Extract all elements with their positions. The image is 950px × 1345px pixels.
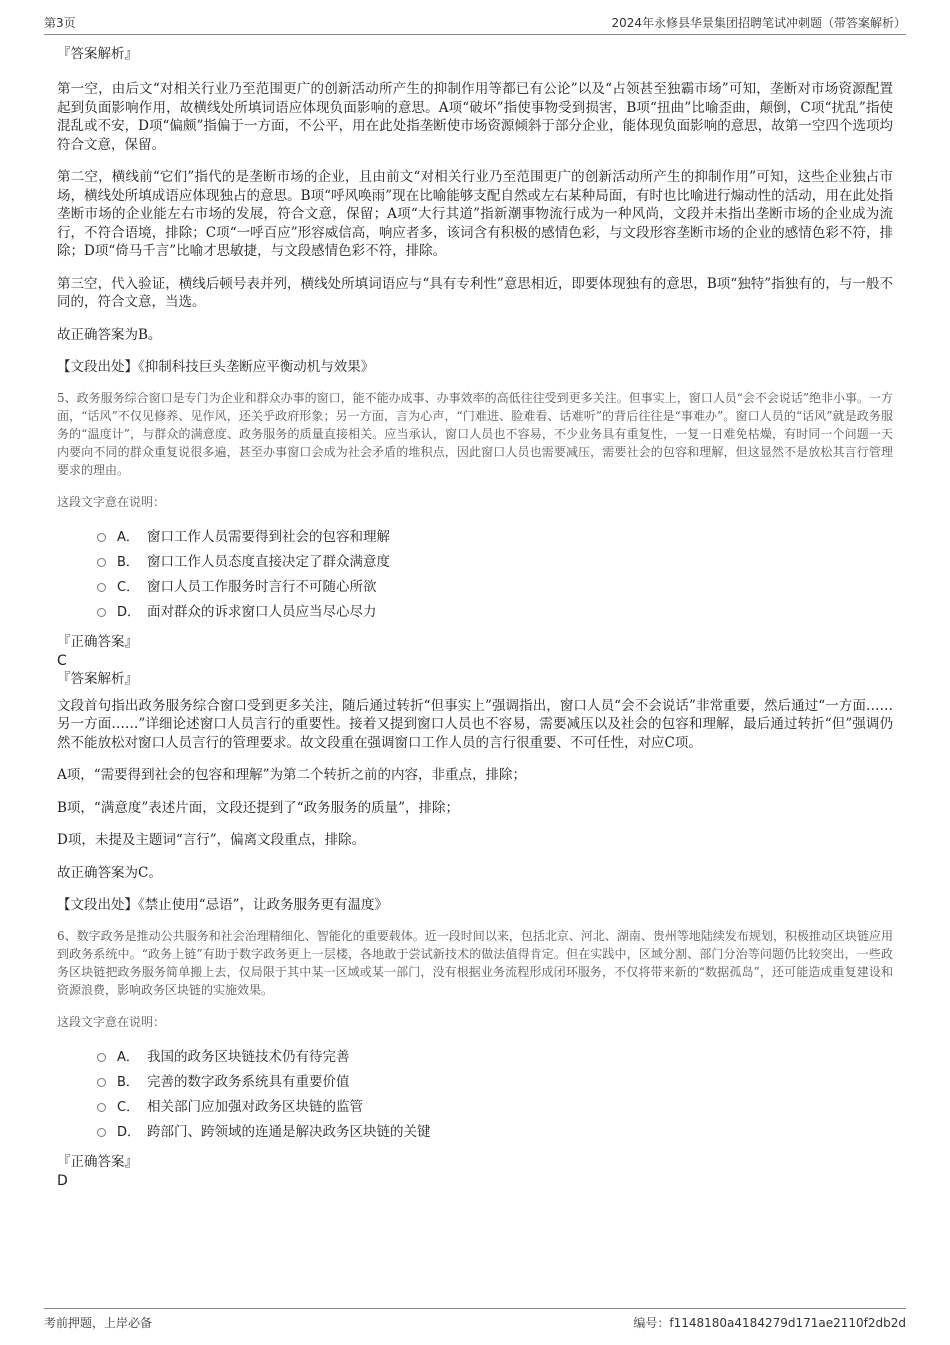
q5-option-b[interactable]: B． 窗口工作人员态度直接决定了群众满意度 <box>57 550 893 575</box>
q5-correct-label: 『正确答案』 <box>57 633 138 650</box>
q5-source: 【文段出处】《禁止使用“忌语”，让政务服务更有温度》 <box>57 897 389 913</box>
q5-conclusion: 故正确答案为C。 <box>57 864 162 881</box>
q6-prompt: 这段文字意在说明： <box>57 1014 166 1029</box>
q4-analysis-label: 『答案解析』 <box>57 46 138 62</box>
q5-analysis-label: 『答案解析』 <box>57 670 138 687</box>
q6-option-a[interactable]: A． 我国的政务区块链技术仍有待完善 <box>57 1045 893 1070</box>
page-content <box>57 45 893 1190</box>
radio-icon[interactable] <box>97 558 106 567</box>
page-footer <box>44 1308 906 1331</box>
radio-icon[interactable] <box>97 533 106 542</box>
q5-question: 5、政务服务综合窗口是专门为企业和群众办事的窗口，能不能办成事、办事效率的高低往往受到更多关注。但事实上，窗口人员“会不会说话”绝非小事。一方面，“话风”不仅见修养、见作风，还关乎政府形象；另一方面，言为心声，“门难进、脸难看、话难听”的背后往往是“事难办”。窗口人员的“话风”就是政务服务的“温度计”，与群众的满意度、政务服务的质量直接相关。应当承认，窗口人员也不容易，不少业务具有重复性，一复一日难免枯燥，有时同一个问题一天内要向不同的群众重复说很多遍，甚至办事窗口会成为社会矛盾的堆积点，因此窗口人员也需要减压，需要社会的包容和理解，但这显然不是放松其言行管理要求的理由。 <box>57 390 893 477</box>
q5-analysis-2: A项，“需要得到社会的包容和理解”为第二个转折之前的内容，非重点，排除； <box>57 767 527 783</box>
q6-option-b[interactable]: B． 完善的数字政务系统具有重要价值 <box>57 1070 893 1095</box>
q5-options <box>57 525 893 625</box>
page-number: 第3页 <box>44 16 76 30</box>
q5-analysis-3: B项，“满意度”表述片面，文段还提到了“政务服务的质量”，排除； <box>57 799 460 816</box>
q5-option-d[interactable]: D． 面对群众的诉求窗口人员应当尽心尽力 <box>57 600 893 625</box>
q6-option-d[interactable]: D． 跨部门、跨领域的连通是解决政务区块链的关键 <box>57 1120 893 1145</box>
radio-icon[interactable] <box>97 1078 106 1087</box>
footer-code: 编号：f1148180a4184279d171ae2110f2db2d <box>633 1316 906 1330</box>
q4-analysis-para1: 第一空，由后文“对相关行业乃至范围更广的创新活动所产生的抑制作用等都已有公论”以及“占领甚至独霸市场”可知，垄断对市场资源配置起到负面影响作用，故横线处所填词语应体现负面影响的意思。A项“破坏”指使事物受到损害，B项“扭曲”比喻歪曲，颠倒，C项“扰乱”指使混乱或不安，D项“偏颇”指偏于一方面，不公平，用在此处指垄断使市场资源倾斜于部分企业，能体现负面影响的意思，故第一空四个选项均符合文意，保留。 <box>57 81 893 153</box>
q4-analysis-para2: 第二空，横线前“它们”指代的是垄断市场的企业，且由前文“对相关行业乃至范围更广的创新活动所产生的抑制作用”可知，这些企业独占市场，横线处所填成语应体现独占的意思。B项“呼风唤雨”现在比喻能够支配自然或左右某种局面，有时也比喻进行煽动性的活动，用在此处指垄断市场的企业能左右市场的发展，符合文意，保留；A项“大行其道”指新潮事物流行成为一种风尚，文段并未指出垄断市场的企业成为流行，不符合语境，排除；C项“一呼百应”形容威信高，响应者多，该词含有积极的感情色彩，与文段形容垄断市场的企业的感情色彩不符，排除；D项“倚马千言”比喻才思敏捷，与文段感情色彩不符，排除。 <box>57 169 893 259</box>
q5-option-a[interactable]: A． 窗口工作人员需要得到社会的包容和理解 <box>57 525 893 550</box>
q6-options <box>57 1045 893 1145</box>
page-header <box>44 14 906 35</box>
q4-source: 【文段出处】《抑制科技巨头垄断应平衡动机与效果》 <box>57 359 375 375</box>
q4-analysis-para3: 第三空，代入验证，横线后顿号表并列，横线处所填词语应与“具有专利性”意思相近，即要体现独有的意思，B项“独特”指独有的，与一般不同的，符合文意，当选。 <box>57 275 893 310</box>
q6-correct-label: 『正确答案』 <box>57 1153 138 1170</box>
document-title: 2024年永修县华景集团招聘笔试冲刺题（带答案解析） <box>611 16 906 30</box>
q6-question: 6、数字政务是推动公共服务和社会治理精细化、智能化的重要载体。近一段时间以来，包括北京、河北、湖南、贵州等地陆续发布规划，积极推动区块链应用到政务系统中。“政务上链”有助于数字政务更上一层楼，各地敢于尝试新技术的做法值得肯定。但在实践中，区域分割、部门分治等问题仍比较突出，一些政务区块链把政务服务简单搬上去，仅局限于其中某一区域或某一部门，没有根据业务流程形成闭环服务，不仅将带来新的“数据孤岛”，还可能造成重复建设和资源浪费，影响政务区块链的实施效果。 <box>57 928 893 997</box>
q5-analysis-1: 文段首句指出政务服务综合窗口受到更多关注，随后通过转折“但事实上”强调指出，窗口人员“会不会说话”非常重要，然后通过“一方面……另一方面……”详细论述窗口人员言行的重要性。接着又提到窗口人员也不容易，需要减压以及社会的包容和理解，最后通过转折“但”强调仍然不能放松对窗口人员言行的管理要求。故文段重在强调窗口工作人员的言行很重要、不可任性，对应C项。 <box>57 697 893 751</box>
radio-icon[interactable] <box>97 583 106 592</box>
q6-option-c[interactable]: C． 相关部门应加强对政务区块链的监管 <box>57 1095 893 1120</box>
footer-slogan: 考前押题，上岸必备 <box>44 1316 153 1330</box>
radio-icon[interactable] <box>97 1128 106 1137</box>
radio-icon[interactable] <box>97 1103 106 1112</box>
q5-option-c[interactable]: C． 窗口人员工作服务时言行不可随心所欲 <box>57 575 893 600</box>
radio-icon[interactable] <box>97 1053 106 1062</box>
q4-conclusion: 故正确答案为B。 <box>57 326 162 343</box>
radio-icon[interactable] <box>97 608 106 617</box>
q5-prompt: 这段文字意在说明： <box>57 494 166 509</box>
q5-analysis-4: D项，未提及主题词“言行”，偏离文段重点，排除。 <box>57 832 366 848</box>
q5-correct-answer: C <box>57 652 67 669</box>
q6-correct-answer: D <box>57 1172 68 1189</box>
